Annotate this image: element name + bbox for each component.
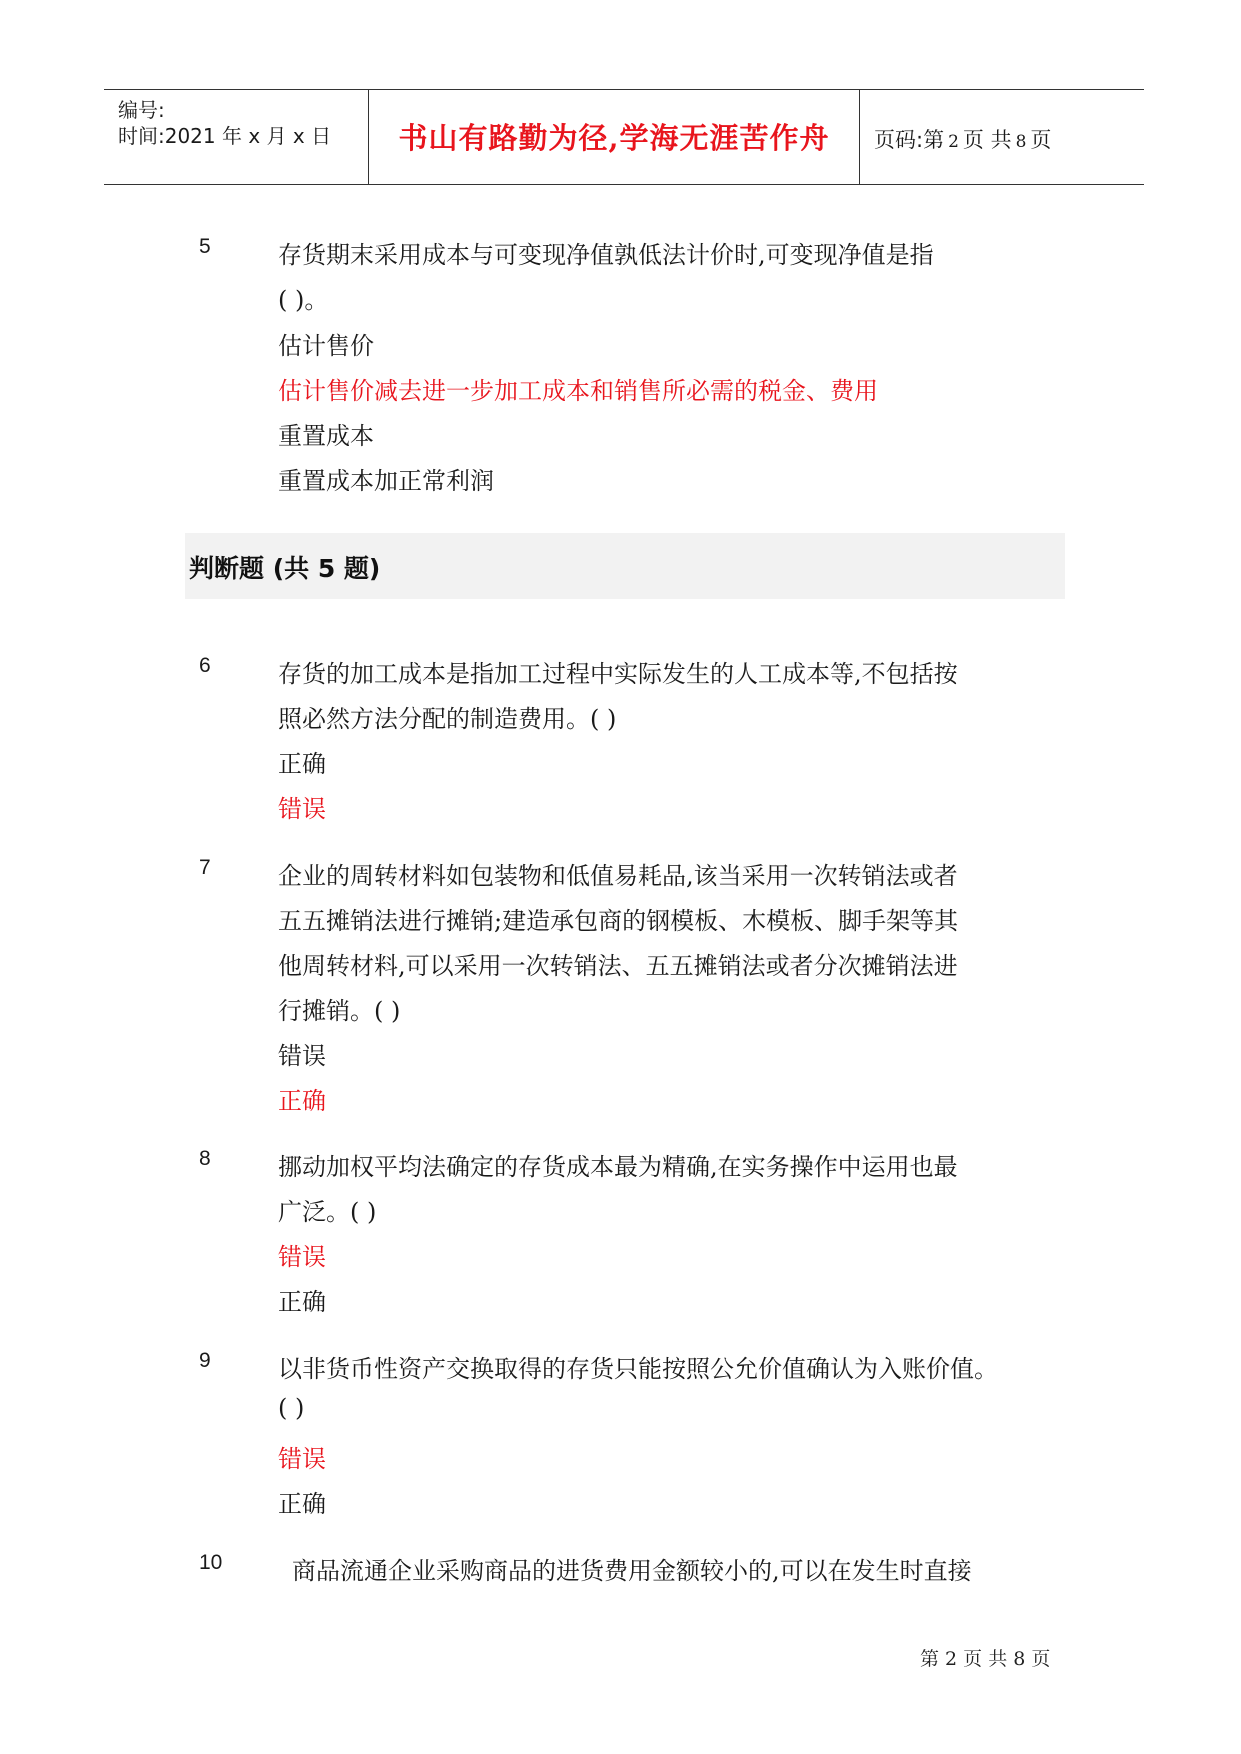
question-stem-line: 照必然方法分配的制造费用。( ) xyxy=(278,705,617,733)
header-motto-cell xyxy=(369,90,860,184)
time-label: 时间:2021 年 x 月 x 日 xyxy=(118,124,332,148)
option[interactable]: 重置成本加正常利润 xyxy=(278,467,494,495)
question-stem-line: 挪动加权平均法确定的存货成本最为精确,在实务操作中运用也最 xyxy=(278,1153,958,1181)
page-total: 8 xyxy=(1015,132,1027,152)
page-prefix: 页码:第 xyxy=(874,128,945,152)
question-stem-line: ( )。 xyxy=(278,286,329,314)
question-number: 5 xyxy=(199,235,211,258)
question-stem-line: 他周转材料,可以采用一次转销法、五五摊销法或者分次摊销法进 xyxy=(278,952,958,980)
question-number: 8 xyxy=(199,1147,211,1170)
option[interactable]: 重置成本 xyxy=(278,422,374,450)
option-answer[interactable]: 估计售价减去进一步加工成本和销售所必需的税金、费用 xyxy=(278,377,878,405)
option[interactable]: 正确 xyxy=(278,1288,326,1316)
question-stem-line: 广泛。( ) xyxy=(278,1198,377,1226)
page-header xyxy=(104,89,1144,185)
question-stem-line: ( ) xyxy=(278,1394,305,1422)
question-stem-line: 商品流通企业采购商品的进货费用金额较小的,可以在发生时直接 xyxy=(292,1557,972,1585)
section-header xyxy=(185,533,1065,599)
question-number: 9 xyxy=(199,1349,211,1372)
header-info-cell xyxy=(104,90,369,184)
question-number: 7 xyxy=(199,856,211,879)
section-title: 判断题 (共 5 题) xyxy=(189,554,381,583)
question-stem-line: 存货的加工成本是指加工过程中实际发生的人工成本等,不包括按 xyxy=(278,660,958,688)
question-stem-line: 行摊销。( ) xyxy=(278,997,401,1025)
option[interactable]: 估计售价 xyxy=(278,332,374,360)
number-label: 编号: xyxy=(118,98,165,122)
page-indicator xyxy=(874,124,1051,154)
option-answer[interactable]: 错误 xyxy=(278,1445,326,1473)
option-answer[interactable]: 错误 xyxy=(278,1243,326,1271)
header-page-cell xyxy=(860,90,1144,184)
page-footer: 第 2 页 共 8 页 xyxy=(920,1648,1051,1670)
page-mid: 页 共 xyxy=(962,128,1012,152)
question-stem-line: 企业的周转材料如包装物和低值易耗品,该当采用一次转销法或者 xyxy=(278,862,958,890)
question-stem-line: 以非货币性资产交换取得的存货只能按照公允价值确认为入账价值。 xyxy=(278,1355,998,1383)
option[interactable]: 正确 xyxy=(278,1490,326,1518)
option[interactable]: 正确 xyxy=(278,750,326,778)
motto: 书山有路勤为径,学海无涯苦作舟 xyxy=(398,121,830,155)
page-suffix: 页 xyxy=(1030,128,1052,152)
page-current: 2 xyxy=(948,132,959,152)
question-number: 10 xyxy=(199,1551,223,1574)
option-answer[interactable]: 错误 xyxy=(278,795,326,823)
option[interactable]: 错误 xyxy=(278,1042,326,1070)
question-stem-line: 存货期末采用成本与可变现净值孰低法计价时,可变现净值是指 xyxy=(278,241,934,269)
option-answer[interactable]: 正确 xyxy=(278,1087,326,1115)
question-number: 6 xyxy=(199,654,211,677)
question-stem-line: 五五摊销法进行摊销;建造承包商的钢模板、木模板、脚手架等其 xyxy=(278,907,959,935)
